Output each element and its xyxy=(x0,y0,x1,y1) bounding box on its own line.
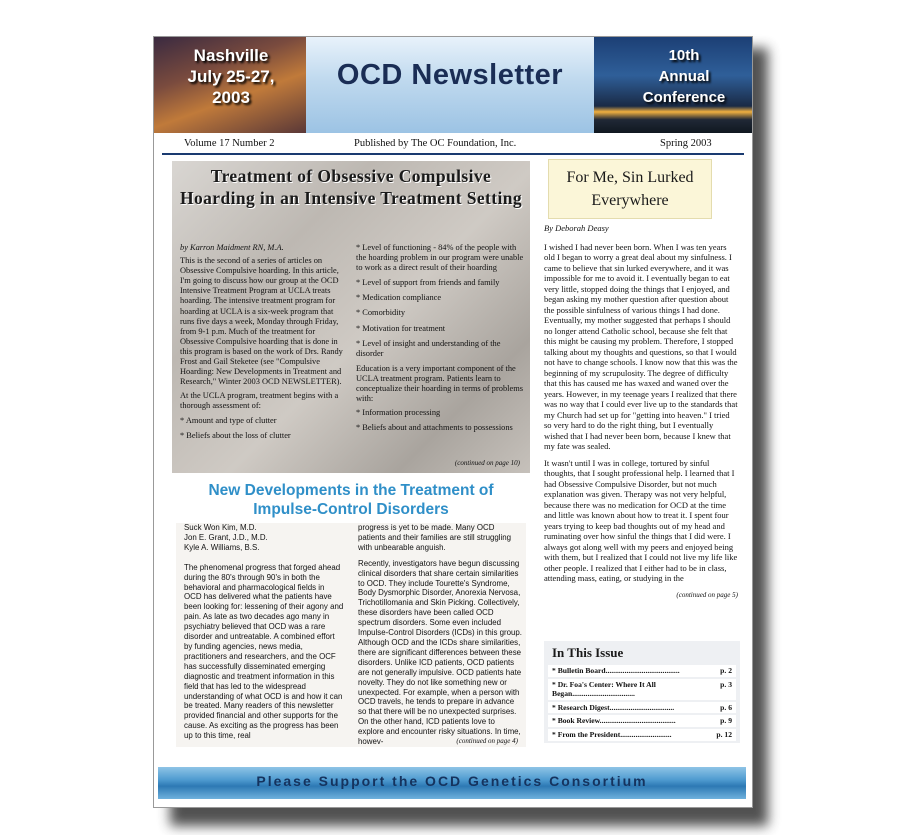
hoarding-continued-link[interactable]: (continued on page 10) xyxy=(454,459,520,467)
impulse-p2: progress is yet to be made. Many OCD patients and their families are still struggling with unbearable anguish. xyxy=(358,523,512,552)
toc-page: p. 6 xyxy=(720,702,732,712)
hoarding-p3: Education is a very important component of the UCLA treatment program. Patients learn to conceptualize their hoarding in terms of problems with: xyxy=(356,363,523,404)
issue-info-bar xyxy=(154,133,752,153)
genetics-consortium-banner xyxy=(158,767,746,799)
hoarding-bullet: * Beliefs about the loss of clutter xyxy=(180,430,291,440)
toc-list xyxy=(548,665,736,743)
header-rule xyxy=(162,153,744,155)
conference-word: Conference xyxy=(642,89,726,106)
sin-continued-link[interactable]: (continued on page 5) xyxy=(676,590,738,599)
hoarding-bullet: * Medication compliance xyxy=(356,293,442,303)
sin-article xyxy=(544,223,738,600)
toc-label: * Book Review........................................ xyxy=(552,716,676,726)
dates-text: July 25-27, xyxy=(187,67,275,86)
volume-number: Volume 17 Number 2 xyxy=(184,138,275,149)
toc-label: * Research Digest.................................. xyxy=(552,702,675,712)
toc-page: p. 12 xyxy=(716,729,732,739)
impulse-continued-link[interactable]: (continued on page 4) xyxy=(456,737,518,745)
hoarding-article xyxy=(172,161,530,473)
in-this-issue-box xyxy=(544,641,740,743)
hoarding-bullet: * Information processing xyxy=(356,408,441,418)
skyline-photo xyxy=(594,37,752,133)
sin-byline: By Deborah Deasy xyxy=(544,223,609,233)
conference-label xyxy=(616,45,752,108)
impulse-article-col1 xyxy=(184,523,344,747)
impulse-authors xyxy=(184,523,344,553)
nashville-photo xyxy=(154,37,306,133)
in-this-issue-title: In This Issue xyxy=(552,645,624,660)
toc-item[interactable] xyxy=(548,715,736,727)
toc-label: * Bulletin Board....................................... xyxy=(552,666,680,675)
conference-number: 10th xyxy=(668,47,700,64)
sin-article-title-box xyxy=(548,159,712,219)
impulse-p3: Recently, investigators have begun discussing clinical disorders that share certain similarities to OCD. They include Tourette's Syndrome, Body Dysmorphic Disorder, Anorexia Nervosa, Trichotillomania and Skin Picking. Collectively, these disorders have been called OCD spectrum disorders. Some even included Impulse-Control Disorders (ICDs) in this group. Although OCD and the ICDs share similarities, there are significant differences between these disorders. Unlike ICD patients, OCD patients are not generally impulsive. OCD patients hate novelty. They do not like something new or unexpected. For example, when a person with OCD travels, he tends to prepare in advance so that there will be no unexpected surprises. On the other hand, ICD patients love to explore and encounter risky situations. In time, howev- xyxy=(358,558,523,747)
hoarding-bullet: * Amount and type of clutter xyxy=(180,415,277,425)
hoarding-article-col1 xyxy=(180,243,348,446)
hoarding-p2: At the UCLA program, treatment begins with a thorough assessment of: xyxy=(180,391,339,411)
toc-page: p. 2 xyxy=(720,666,732,675)
publisher: Published by The OC Foundation, Inc. xyxy=(354,138,517,149)
hoarding-bullet: * Comorbidity xyxy=(356,308,406,318)
impulse-article-title: New Developments in the Treatment of Impulse-Control Disorders xyxy=(208,482,494,518)
conference-annual: Annual xyxy=(658,68,710,85)
impulse-article-col2 xyxy=(358,523,522,753)
masthead xyxy=(154,37,752,133)
hoarding-bullet: * Beliefs about and attachments to possessions xyxy=(356,423,513,433)
toc-label: * From the President........................... xyxy=(552,729,672,739)
hoarding-bullet: * Level of insight and understanding of the disorder xyxy=(356,338,501,358)
hoarding-p1: This is the second of a series of articles on Obsessive Compulsive hoarding. In this article, I'm going to discuss how our group at the OCD Intensive Treatment Program at UCLA treats hoarding. The intensive treatment program for hoarding at UCLA is a six-week program that runs five days a week, Monday through Friday, from 9-1 p.m. Much of the treatment for Obsessive Compulsive hoarding that is done in this program is based on the work of Drs. Randy Frost and Gail Steketee (see "Compulsive Hoarding: New Developments in Treatment and Research," Winter 2003 OCD NEWSLETTER). xyxy=(180,256,343,387)
sin-article-title: For Me, Sin Lurked Everywhere xyxy=(566,169,694,209)
author-name: Kyle A. Williams, B.S. xyxy=(184,542,260,552)
toc-label: * Dr. Foa's Center: Where It All Began................................. xyxy=(552,679,656,699)
sin-p1: I wished I had never been born. When I was ten years old I began to worry a great deal about my sinfulness. I came to believe that sin lurked everywhere, and it was impossible for me to avoid it. I eventually began to eat very little, stopped doing the things that I enjoyed, and began asking my mother question after question about the possible sinfulness of various things I had done. Eventually, my mother suggested that perhaps I should no longer attend Catholic school, because she felt that this might be causing my problem. Therefore, I stopped talking about my thoughts and questions, so that I would not have to change schools. I know now that this was the beginning of my scrupulosity. The degree of difficulty that this has caused me has waxed and waned over the years. However, in my teenage years I realized that there was no way that I could ever live up to the standards that my Church had set up for "getting into heaven." I tried so very hard to do the right thing, but I eventually wished that I had never been born, because I knew that my fate was sealed. xyxy=(544,241,738,451)
toc-item[interactable] xyxy=(548,679,736,700)
hoarding-article-title: Treatment of Obsessive Compulsive Hoarding in an Intensive Treatment Setting xyxy=(179,166,523,208)
impulse-p1: The phenomenal progress that forged ahead during the 80's through 90's in both the behavioral and pharmacological fields in OCD has delivered what the patients have been looking for: lessening of their agony and pain. As late as two decades ago many in psychiatry believed that OCD was a rare disorder and untreatable. A combined effort by funding agencies, news media, practitioners and researchers, and the OCF has successfully disseminated emerging diagnostic and treatment information in this field that has led to the widespread understanding of what OCD is and how it can be treated. Many readers of this newsletter provided financial and other supports for the cause. As exciting as the progress has been up to this time, real xyxy=(184,562,344,741)
hoarding-bullet: * Level of functioning - 84% of the people with the hoarding problem in our program were unable to work as a direct result of their hoarding xyxy=(356,243,524,273)
toc-item[interactable] xyxy=(548,702,736,714)
hoarding-bullet: * Level of support from friends and family xyxy=(356,278,500,288)
location-text: Nashville xyxy=(193,46,269,65)
year-text: 2003 xyxy=(212,88,250,107)
banner-text: Please Support the OCD Genetics Consortium xyxy=(256,773,648,789)
masthead-location-date xyxy=(158,45,304,108)
sin-p2: It wasn't until I was in college, tortured by sinful thoughts, that I sought professional help. I learned that I had Obsessive Compulsive Disorder, but not much explanation was given. Therapy was not very helpful, because there was no medication for OCD at the time and little was known about how to treat it. I spent four years trying to keep bad thoughts out of my head and ruminating over how sinful the things that I did were. I always got along well with my peers and enjoyed being with them, but I realized that I could not live my life like other people. I realized that I either had to be in class, attending mass, eating, or studying in the xyxy=(544,457,738,583)
author-name: Jon E. Grant, J.D., M.D. xyxy=(184,532,268,542)
toc-page: p. 9 xyxy=(720,716,732,726)
newsletter-page xyxy=(153,36,753,808)
author-name: Suck Won Kim, M.D. xyxy=(184,523,257,532)
impulse-article xyxy=(176,523,526,747)
toc-page: p. 3 xyxy=(720,679,732,689)
hoarding-bullet: * Motivation for treatment xyxy=(356,323,446,333)
hoarding-article-col2 xyxy=(356,243,526,438)
issue-season: Spring 2003 xyxy=(660,138,712,149)
hoarding-byline: by Karron Maidment RN, M.A. xyxy=(180,243,284,252)
toc-item[interactable] xyxy=(548,729,736,741)
newsletter-title: OCD Newsletter xyxy=(336,59,564,91)
toc-item[interactable] xyxy=(548,665,736,677)
